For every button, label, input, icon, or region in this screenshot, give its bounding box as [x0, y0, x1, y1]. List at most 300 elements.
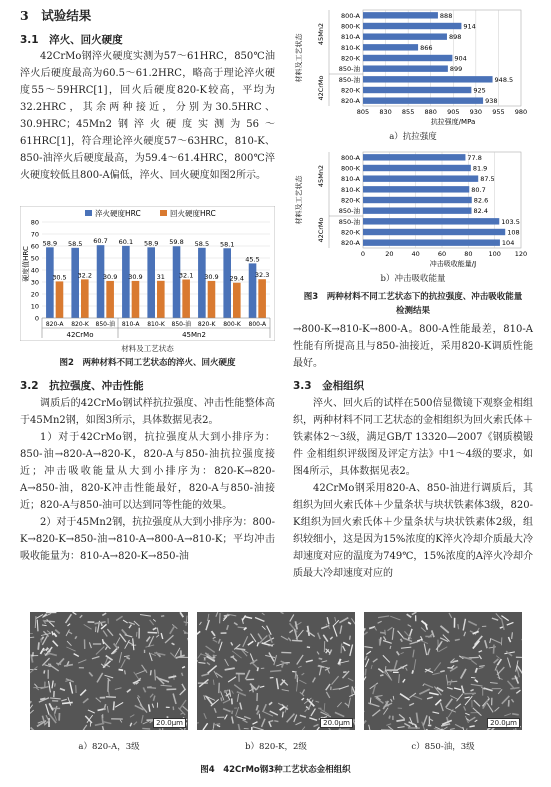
texture-stroke: [337, 702, 341, 707]
texture-stroke: [380, 632, 386, 633]
micrograph-820-a: [30, 612, 188, 730]
texture-stroke: [231, 642, 233, 645]
texture-stroke: [333, 620, 339, 626]
texture-stroke: [138, 695, 140, 697]
texture-stroke: [371, 665, 372, 669]
group-label-45mn2: 45Mn2: [317, 22, 325, 46]
texture-stroke: [492, 618, 498, 620]
x-tick-label: 800-A: [248, 321, 267, 328]
texture-stroke: [232, 691, 234, 694]
texture-stroke: [182, 673, 183, 676]
texture-stroke: [257, 710, 259, 714]
texture-stroke: [282, 712, 283, 718]
texture-stroke: [407, 614, 412, 617]
texture-stroke: [96, 646, 104, 654]
texture-stroke: [401, 639, 403, 642]
y-tick-label: 800-K: [340, 164, 360, 173]
texture-stroke: [130, 715, 134, 718]
texture-stroke: [455, 704, 461, 709]
paragraph-3-2: [20, 395, 275, 565]
texture-stroke: [387, 627, 392, 630]
x-tick-label: 855: [401, 108, 415, 116]
texture-stroke: [313, 724, 318, 726]
texture-stroke: [244, 716, 250, 718]
texture-stroke: [414, 659, 416, 670]
texture-stroke: [54, 633, 57, 637]
paragraph-text: 42CrMo钢采用820-A、850-油进行调质后，其组织为回火索氏体＋少量条状与块状铁素体3级，820-K组织为回火索氏体＋少量条状与块状铁素体2级，组织较细小，这是因为15%浓度的K淬火冷却介质最大冷却速度对应的温度为749℃，15%浓度的A淬火冷却介质最大冷却速度对应的: [293, 483, 533, 579]
bar-quench: [71, 248, 79, 318]
texture-stroke: [332, 676, 339, 684]
texture-stroke: [121, 659, 126, 668]
x-axis-label: 材料及工艺状态: [121, 344, 174, 353]
texture-stroke: [234, 623, 237, 625]
texture-stroke: [319, 666, 321, 675]
texture-stroke: [257, 686, 260, 690]
data-label-quench: 58.5: [67, 239, 83, 248]
y-tick-label: 850-油: [338, 75, 360, 84]
texture-stroke: [150, 620, 154, 625]
texture-stroke: [345, 703, 349, 706]
texture-stroke: [513, 729, 514, 730]
texture-stroke: [378, 669, 383, 673]
texture-stroke: [498, 677, 503, 679]
texture-stroke: [122, 629, 127, 635]
texture-stroke: [153, 619, 156, 621]
data-label-quench: 58.9: [42, 239, 58, 248]
texture-stroke: [127, 689, 131, 692]
tensile-strength-chart: [293, 6, 533, 126]
data-label: 103.5: [501, 217, 520, 226]
texture-stroke: [42, 625, 47, 626]
texture-stroke: [479, 655, 482, 659]
texture-stroke: [396, 720, 404, 721]
texture-stroke: [143, 687, 145, 692]
texture-stroke: [454, 688, 461, 690]
bar-quench: [97, 245, 105, 318]
texture-stroke: [129, 622, 135, 624]
texture-stroke: [417, 713, 418, 723]
x-axis-label: 抗拉强度/MPa: [430, 118, 476, 126]
texture-stroke: [448, 681, 458, 682]
texture-stroke: [248, 641, 254, 645]
texture-stroke: [354, 724, 355, 728]
texture-stroke: [490, 638, 491, 643]
texture-stroke: [161, 633, 163, 639]
texture-stroke: [89, 672, 93, 676]
texture-stroke: [333, 625, 337, 636]
texture-stroke: [464, 632, 466, 636]
texture-stroke: [307, 631, 315, 637]
data-label-quench: 59.8: [169, 238, 184, 247]
texture-stroke: [383, 641, 392, 644]
texture-stroke: [115, 688, 122, 690]
texture-stroke: [36, 614, 43, 618]
texture-stroke: [157, 628, 158, 634]
data-label: 925: [473, 86, 486, 95]
texture-stroke: [397, 651, 400, 655]
texture-stroke: [473, 631, 479, 633]
texture-stroke: [277, 678, 279, 689]
y-tick-label: 820-K: [340, 54, 360, 63]
texture-stroke: [242, 615, 245, 620]
bar: [363, 55, 452, 61]
bar-temper: [258, 279, 266, 318]
texture-stroke: [428, 648, 430, 655]
texture-stroke: [281, 636, 288, 640]
caption-line: 检测结果: [395, 306, 430, 316]
texture-stroke: [295, 621, 297, 629]
data-label: 899: [449, 65, 463, 74]
x-tick-label: 830: [379, 108, 392, 116]
texture-stroke: [378, 621, 382, 623]
texture-stroke: [281, 612, 284, 614]
texture-stroke: [510, 688, 519, 689]
texture-stroke: [292, 640, 302, 641]
texture-stroke: [133, 638, 134, 650]
texture-stroke: [213, 729, 215, 730]
texture-stroke: [450, 728, 455, 729]
texture-stroke: [412, 612, 417, 614]
texture-stroke: [198, 662, 205, 663]
data-label-temper: 32.3: [254, 271, 270, 280]
texture-stroke: [225, 659, 229, 666]
paragraph-text: 2）对于45Mn2钢，抗拉强度从大到小排序为：800-K→820-K→850-油→810-A→800-A→810-K；平均冲击吸收能量为：810-A→820-K→850-油: [20, 517, 275, 562]
bar: [363, 76, 493, 82]
texture-stroke: [180, 689, 186, 695]
texture-stroke: [364, 677, 366, 685]
texture-stroke: [205, 696, 215, 701]
texture-stroke: [282, 690, 289, 691]
texture-stroke: [468, 621, 477, 625]
bar-temper: [208, 281, 216, 318]
texture-stroke: [116, 637, 120, 644]
y-tick-label: 20: [30, 290, 39, 299]
bar: [363, 239, 500, 245]
data-label-temper: 32.2: [77, 271, 93, 280]
data-label: 87.5: [480, 175, 495, 184]
texture-stroke: [262, 613, 265, 615]
texture-stroke: [64, 665, 73, 667]
texture-stroke: [38, 642, 39, 649]
texture-stroke: [353, 721, 355, 730]
texture-stroke: [364, 721, 366, 725]
data-label-temper: 29.4: [229, 274, 245, 283]
texture-stroke: [326, 684, 330, 690]
legend-swatch-temper: [160, 210, 167, 216]
texture-stroke: [53, 641, 58, 647]
hardness-chart: [20, 206, 275, 341]
y-tick-label: 810-K: [340, 185, 360, 194]
texture-stroke: [216, 612, 218, 617]
texture-stroke: [287, 714, 295, 723]
texture-stroke: [511, 699, 513, 702]
texture-stroke: [471, 690, 474, 691]
bar: [363, 229, 505, 235]
texture-stroke: [153, 628, 157, 630]
texture-stroke: [471, 684, 483, 686]
data-label: 938: [485, 97, 498, 106]
texture-stroke: [142, 728, 150, 729]
texture-stroke: [341, 644, 342, 654]
group-label-42crmo: 42CrMo: [317, 75, 325, 101]
y-tick-label: 10: [30, 302, 39, 311]
texture-stroke: [450, 680, 452, 686]
y-axis-label: 硬度值HRC: [22, 246, 30, 282]
texture-stroke: [432, 712, 439, 713]
texture-stroke: [350, 636, 351, 640]
data-label: 82.6: [473, 196, 489, 205]
texture-stroke: [240, 703, 242, 710]
bar-quench: [147, 247, 155, 318]
texture-stroke: [208, 666, 217, 674]
texture-stroke: [340, 625, 342, 633]
texture-stroke: [172, 643, 175, 645]
x-axis-label: 冲击吸收能量/J: [429, 260, 477, 268]
texture-stroke: [512, 632, 513, 639]
texture-stroke: [68, 632, 72, 634]
texture-stroke: [30, 701, 31, 706]
texture-stroke: [65, 680, 71, 682]
texture-stroke: [253, 727, 264, 730]
texture-stroke: [394, 660, 397, 670]
texture-stroke: [115, 702, 123, 707]
texture-stroke: [119, 669, 124, 670]
texture-stroke: [365, 656, 367, 660]
texture-stroke: [515, 676, 518, 684]
texture-stroke: [61, 699, 67, 701]
texture-stroke: [180, 612, 183, 617]
texture-stroke: [474, 700, 480, 706]
texture-stroke: [227, 625, 229, 630]
texture-stroke: [251, 634, 256, 642]
paragraph-text: →800-K→810-K→800-A。800-A性能最差，810-A性能有所提高且与850-油接近，采用820-K调质性能最好。: [293, 324, 533, 369]
data-label-quench: 60.1: [118, 237, 134, 246]
texture-stroke: [364, 647, 372, 648]
x-tick-label: 850-油: [171, 321, 192, 328]
texture-stroke: [404, 723, 410, 726]
texture-stroke: [469, 726, 474, 727]
texture-stroke: [496, 613, 501, 619]
texture-stroke: [440, 703, 443, 711]
texture-stroke: [257, 642, 258, 646]
data-label: 914: [463, 22, 476, 31]
texture-stroke: [479, 666, 485, 667]
texture-stroke: [302, 673, 305, 675]
y-tick-label: 820-K: [340, 196, 360, 205]
x-tick-label: 805: [356, 108, 370, 116]
texture-stroke: [170, 626, 175, 634]
texture-stroke: [229, 690, 230, 697]
data-label-temper: 30.9: [204, 272, 219, 281]
texture-stroke: [92, 657, 100, 659]
texture-stroke: [182, 684, 185, 689]
caption-line: 图3 两种材料不同工艺状态下的抗拉强度、冲击吸收能量: [303, 292, 523, 302]
micrograph-texture: [197, 612, 355, 730]
texture-stroke: [317, 652, 319, 655]
paragraph-right-continued: [293, 321, 533, 372]
data-label: 898: [448, 33, 462, 42]
texture-stroke: [49, 681, 51, 693]
texture-stroke: [494, 707, 499, 711]
y-tick-label: 820-K: [340, 86, 360, 95]
texture-stroke: [66, 647, 75, 651]
micrograph-texture: [30, 612, 188, 730]
texture-stroke: [326, 692, 329, 698]
texture-stroke: [238, 724, 240, 730]
texture-stroke: [429, 693, 439, 695]
texture-stroke: [186, 616, 187, 626]
texture-stroke: [141, 715, 143, 723]
texture-stroke: [155, 670, 156, 681]
texture-stroke: [457, 694, 463, 702]
texture-stroke: [46, 715, 48, 719]
texture-stroke: [383, 655, 390, 662]
x-tick-label: 100: [488, 250, 501, 258]
texture-stroke: [150, 670, 151, 675]
texture-stroke: [521, 639, 522, 642]
texture-stroke: [225, 668, 235, 670]
texture-stroke: [490, 683, 498, 684]
subfigure-a-caption: a）820-A，3级: [78, 742, 140, 752]
texture-stroke: [232, 717, 233, 724]
data-label-quench: 45.5: [245, 255, 260, 264]
texture-stroke: [68, 697, 71, 705]
texture-stroke: [372, 710, 380, 716]
texture-stroke: [206, 646, 215, 652]
texture-stroke: [55, 630, 59, 634]
y-tick-label: 40: [30, 266, 39, 275]
texture-stroke: [413, 650, 414, 658]
texture-stroke: [466, 728, 467, 730]
texture-stroke: [105, 658, 107, 664]
texture-stroke: [479, 651, 482, 652]
paragraph-text: 1）对于42CrMo钢，抗拉强度从大到小排序为：850-油→820-A→820-K，820-A与850-油抗拉强度接近；冲击吸收能量从大到小排序为：820-K→820-A→850-油，820-K冲击性能最好，820-A与850-油接近；820-A与850-油可以达到同等性能的效果。: [20, 432, 275, 511]
texture-stroke: [52, 631, 53, 635]
bar-quench: [173, 246, 181, 318]
texture-stroke: [383, 636, 385, 640]
bar: [363, 154, 465, 160]
texture-stroke: [421, 621, 427, 626]
texture-stroke: [309, 718, 317, 720]
texture-stroke: [143, 721, 149, 724]
texture-stroke: [270, 670, 281, 671]
texture-stroke: [206, 620, 209, 630]
scale-bar: 20.0μm: [320, 718, 353, 728]
texture-stroke: [498, 689, 502, 694]
texture-stroke: [366, 651, 371, 654]
texture-stroke: [462, 686, 464, 694]
texture-stroke: [95, 723, 104, 725]
scale-bar: 20.0μm: [153, 718, 186, 728]
texture-stroke: [30, 710, 34, 714]
texture-stroke: [109, 691, 110, 696]
texture-stroke: [399, 714, 404, 719]
texture-stroke: [204, 713, 206, 719]
texture-stroke: [34, 684, 37, 687]
texture-stroke: [313, 727, 319, 730]
y-tick-label: 820-A: [340, 239, 360, 248]
bar: [363, 197, 472, 203]
texture-stroke: [60, 689, 65, 691]
x-tick-label: 905: [447, 108, 460, 116]
texture-stroke: [403, 679, 405, 682]
texture-stroke: [161, 616, 164, 617]
data-label-quench: 60.7: [93, 237, 108, 246]
texture-stroke: [31, 727, 37, 730]
texture-stroke: [73, 612, 77, 614]
data-label: 948.5: [494, 75, 514, 84]
texture-stroke: [134, 621, 140, 626]
x-tick-label: 820-K: [197, 321, 216, 328]
paragraph-3-1: [20, 48, 275, 184]
texture-stroke: [175, 648, 180, 657]
texture-stroke: [475, 720, 478, 722]
y-tick-label: 70: [30, 230, 39, 239]
micrograph-820-k: [197, 612, 355, 730]
data-label-quench: 58.5: [194, 239, 210, 248]
texture-stroke: [213, 723, 214, 729]
bar-quench: [122, 246, 130, 318]
texture-stroke: [392, 628, 393, 640]
legend-swatch-quench: [85, 210, 92, 216]
data-label-temper: 30.9: [102, 272, 118, 281]
texture-stroke: [475, 668, 477, 673]
texture-stroke: [306, 660, 313, 662]
texture-stroke: [391, 699, 393, 702]
texture-stroke: [223, 709, 230, 712]
texture-stroke: [512, 714, 519, 715]
texture-stroke: [197, 723, 199, 724]
texture-stroke: [67, 624, 70, 626]
texture-stroke: [62, 702, 73, 703]
texture-stroke: [288, 638, 291, 641]
texture-stroke: [44, 670, 45, 673]
texture-stroke: [447, 687, 452, 689]
texture-stroke: [455, 724, 463, 728]
subsection-title-3-1: 3.1 淬火、回火硬度: [20, 34, 123, 46]
texture-stroke: [258, 633, 262, 639]
texture-stroke: [469, 717, 476, 721]
texture-stroke: [339, 618, 348, 623]
texture-stroke: [378, 616, 389, 618]
texture-stroke: [152, 704, 154, 708]
y-tick-label: 0: [34, 314, 39, 323]
texture-stroke: [49, 703, 53, 710]
data-label: 82.4: [473, 207, 488, 216]
bar: [363, 87, 471, 93]
texture-stroke: [322, 661, 328, 662]
texture-stroke: [335, 617, 336, 621]
texture-stroke: [471, 660, 476, 664]
scale-bar: 20.0μm: [487, 718, 520, 728]
bar: [363, 97, 483, 103]
texture-stroke: [507, 658, 510, 668]
texture-stroke: [237, 694, 238, 702]
bar-temper: [233, 283, 241, 318]
texture-stroke: [213, 680, 214, 685]
bar-temper: [106, 281, 114, 318]
texture-stroke: [270, 711, 278, 715]
texture-stroke: [475, 636, 483, 645]
texture-stroke: [56, 663, 61, 664]
texture-stroke: [373, 659, 378, 662]
texture-stroke: [103, 639, 104, 644]
texture-stroke: [245, 670, 249, 679]
texture-stroke: [400, 652, 403, 653]
x-tick-label: 955: [492, 108, 505, 116]
texture-stroke: [365, 669, 366, 676]
bar: [363, 33, 447, 39]
